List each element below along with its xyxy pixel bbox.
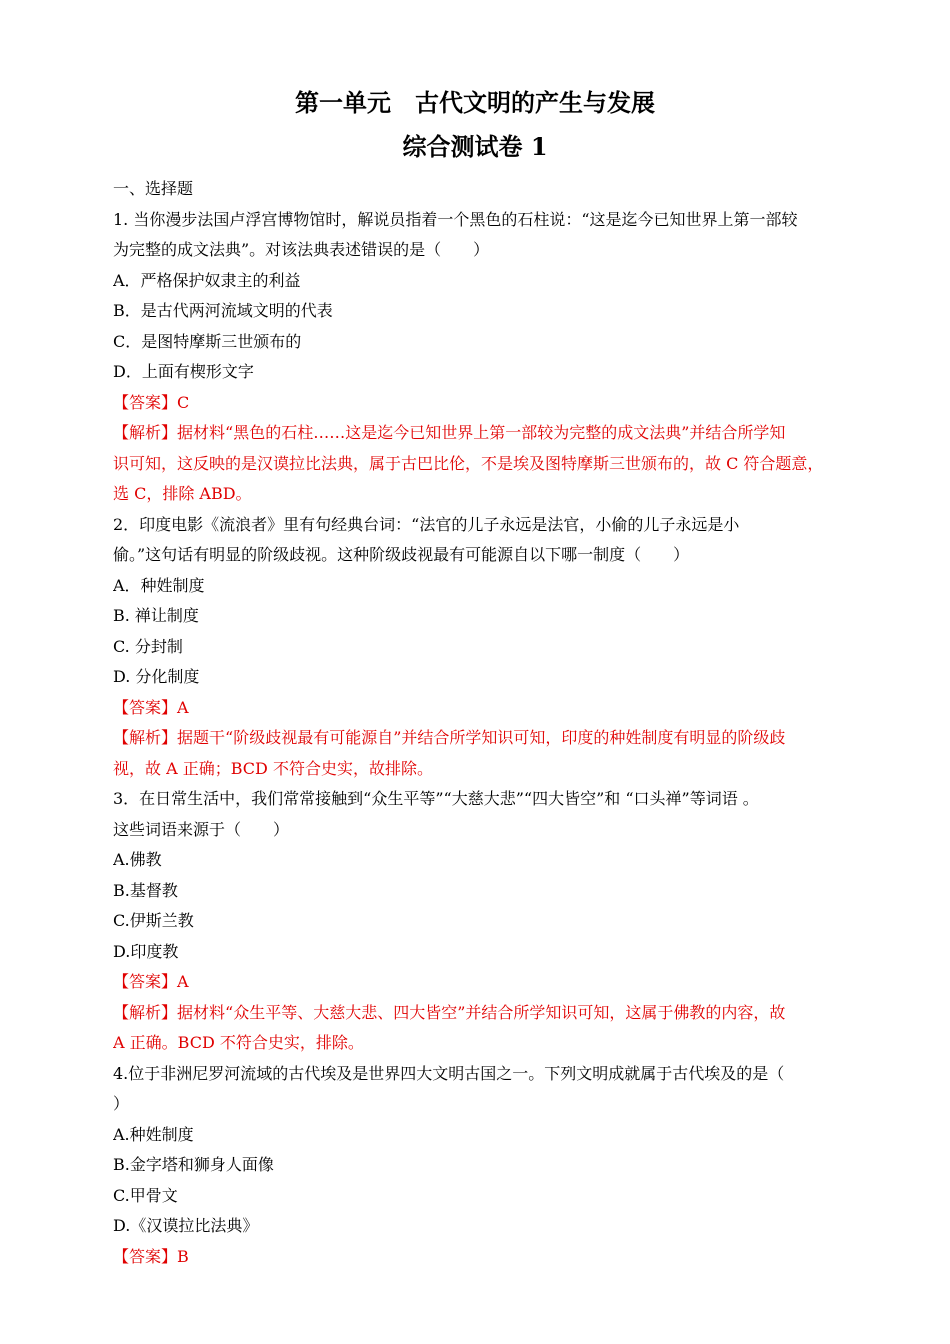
answer-value: C: [177, 392, 190, 412]
option-a: A.种姓制度: [113, 1124, 194, 1144]
question-stem-line: 3．在日常生活中，我们常常接触到“众生平等”“大慈大悲”“四大皆空”和 “口头禅”等词语 。: [113, 789, 759, 808]
option-d: D.印度教: [113, 941, 179, 961]
question-4: [113, 1059, 843, 1273]
option-d: D．上面有楔形文字: [113, 362, 254, 381]
question-3: [113, 784, 843, 1059]
document-body: [113, 174, 843, 1272]
answer-label: 【答案】: [113, 1246, 178, 1266]
analysis-text: 据材料“众生平等、大慈大悲、四大皆空”并结合所学知识可知，这属于佛教的内容，故: [177, 1002, 786, 1022]
option-a: A．严格保护奴隶主的利益: [113, 270, 301, 290]
option-c: C. 分封制: [113, 636, 183, 656]
analysis-line: [113, 418, 843, 449]
question-1: [113, 205, 843, 510]
answer-value: B: [177, 1246, 189, 1266]
answer-value: A: [177, 697, 189, 717]
answer-label: 【答案】: [113, 392, 178, 412]
answer-value: A: [177, 972, 189, 991]
question-stem-line: 4.位于非洲尼罗河流域的古代埃及是世界四大文明古国之一。下列文明成就属于古代埃及的是（: [113, 1063, 785, 1083]
analysis-text: 据材料“黑色的石柱……这是迄今已知世界上第一部较为完整的成文法典”并结合所学知: [177, 423, 786, 442]
answer-line: [113, 967, 843, 998]
question-stem-line: 2．印度电影《流浪者》里有句经典台词：“法官的儿子永远是法官，小偷的儿子永远是小: [113, 514, 740, 534]
option-c: C.伊斯兰教: [113, 911, 194, 930]
option-d: D.《汉谟拉比法典》: [113, 1216, 259, 1235]
analysis-label: 【解析】: [113, 728, 178, 747]
option-b: B．是古代两河流域文明的代表: [113, 301, 333, 320]
page-title: 第一单元 古代文明的产生与发展: [295, 88, 655, 117]
section-heading: 一、选择题: [113, 179, 194, 198]
answer-line: [113, 388, 843, 419]
question-stem-line: ）: [113, 1094, 130, 1113]
option-a: A.佛教: [113, 850, 162, 869]
analysis-label: 【解析】: [113, 423, 178, 442]
analysis-line: [113, 723, 843, 754]
analysis-line: 识可知，这反映的是汉谟拉比法典，属于古巴比伦，不是埃及图特摩斯三世颁布的，故 C 符合题意，: [113, 453, 824, 473]
analysis-line: A 正确。BCD 不符合史实，排除。: [113, 1033, 364, 1052]
question-2: [113, 510, 843, 785]
option-b: B.金字塔和狮身人面像: [113, 1155, 274, 1174]
question-stem-line: 偷。”这句话有明显的阶级歧视。这种阶级歧视最有可能源自以下哪一制度（ ）: [113, 545, 690, 564]
option-c: C.甲骨文: [113, 1185, 178, 1205]
answer-line: [113, 693, 843, 724]
analysis-line: [113, 998, 843, 1029]
answer-label: 【答案】: [113, 972, 178, 991]
question-stem-line: 为完整的成文法典”。对该法典表述错误的是（ ）: [113, 240, 490, 259]
analysis-line: 选 C，排除 ABD。: [113, 484, 252, 503]
option-c: C．是图特摩斯三世颁布的: [113, 331, 302, 351]
analysis-label: 【解析】: [113, 1002, 178, 1022]
answer-line: [113, 1242, 843, 1273]
analysis-text: 据题干“阶级歧视最有可能源自”并结合所学知识可知，印度的种姓制度有明显的阶级歧: [177, 728, 786, 747]
analysis-line: 视，故 A 正确；BCD 不符合史实，故排除。: [113, 758, 433, 778]
option-a: A．种姓制度: [113, 575, 205, 595]
option-b: B. 禅让制度: [113, 606, 199, 625]
question-stem-line: 这些词语来源于（ ）: [113, 819, 290, 839]
page-subtitle: 综合测试卷 1: [402, 132, 548, 161]
option-d: D. 分化制度: [113, 667, 200, 686]
answer-label: 【答案】: [113, 697, 178, 717]
option-b: B.基督教: [113, 880, 178, 900]
question-stem-line: 1. 当你漫步法国卢浮宫博物馆时，解说员指着一个黑色的石柱说：“这是迄今已知世界上第一部较: [113, 209, 798, 229]
